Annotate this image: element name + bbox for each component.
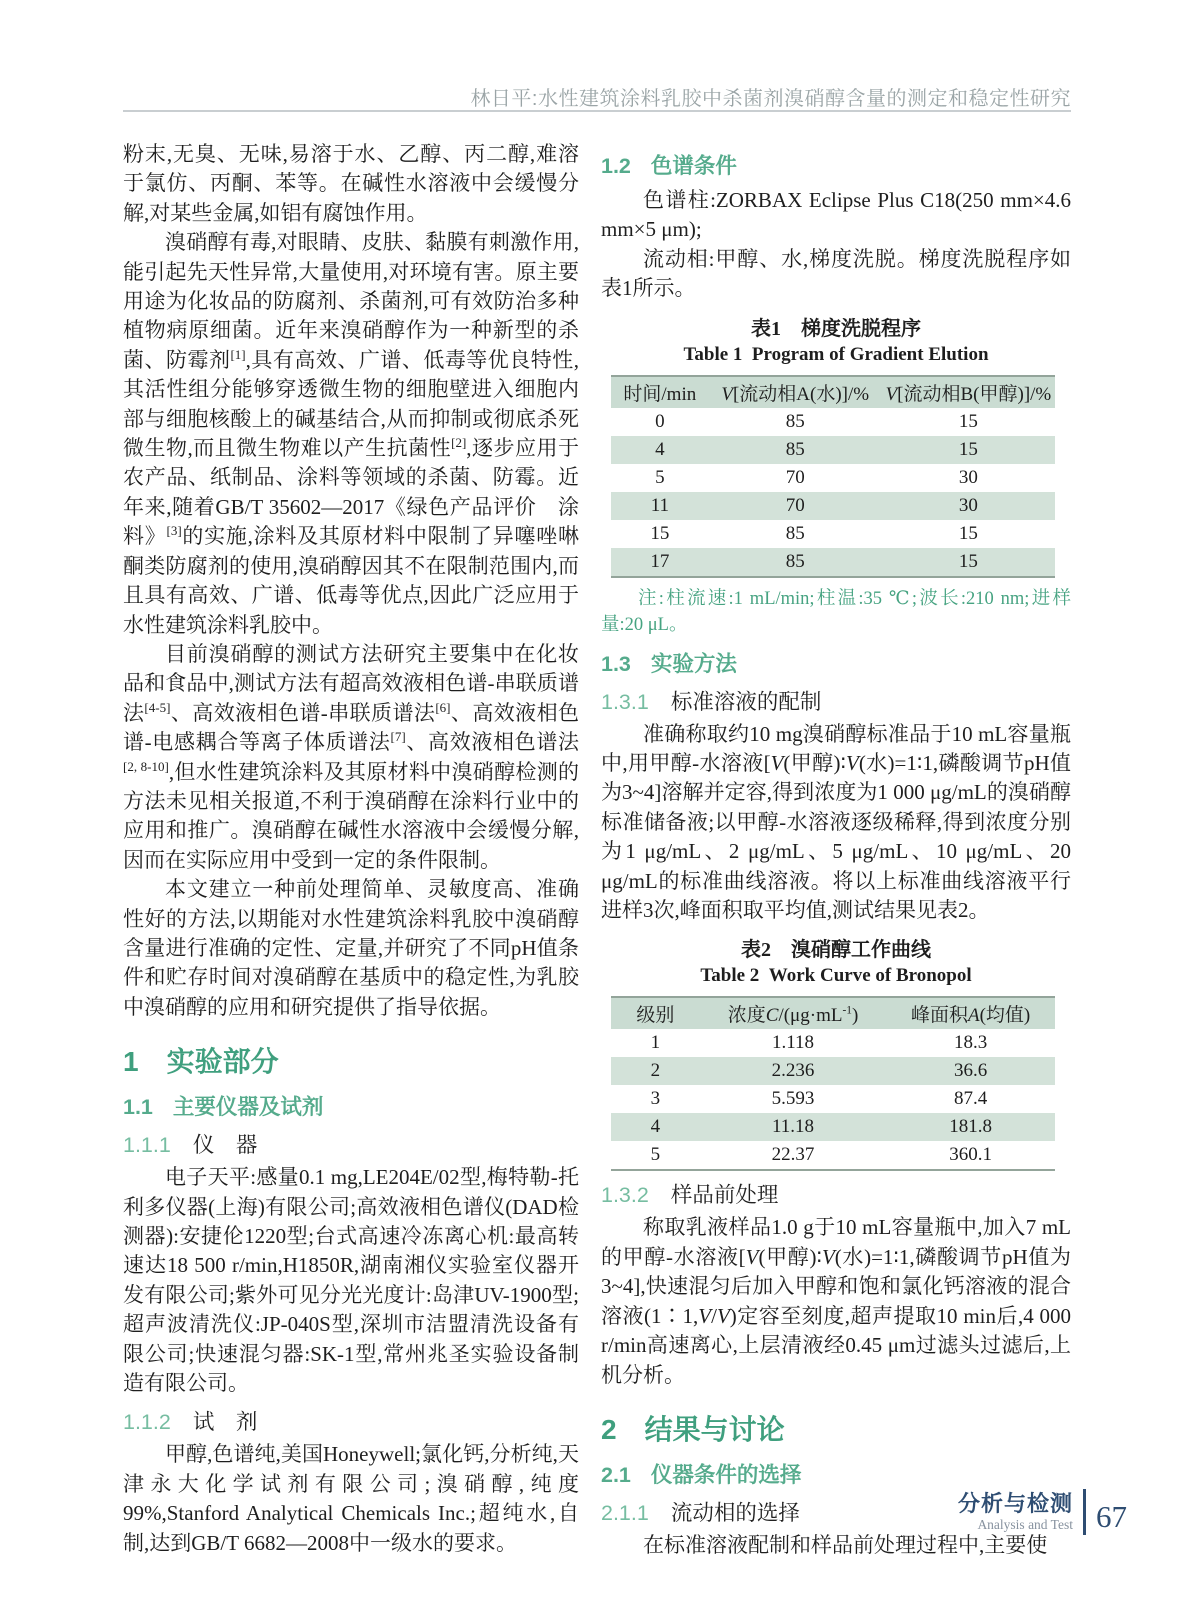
table-caption-zh: 表1 梯度洗脱程序 [751,317,921,340]
table-cell: 17 [611,548,709,577]
table-head [611,376,1055,408]
paragraph: 电子天平:感量0.1 mg,LE204E/02型,梅特勒-托利多仪器(上海)有限公司;高效液相色谱仪(DAD检测器):安捷伦1220型;台式高速冷冻离心机:最高转速达18 500 r/min,H1850R,湖南湘仪实验室仪器开发有限公司;紫外可见分光光度计:岛津UV-1900型;超声波清洗仪:JP-040S型,深圳市洁盟清洗设备有限公司;快速混匀器:SK-1型,常州兆圣实验设备制造有限公司。 [123,1165,579,1396]
italic-symbol: V [845,751,859,776]
table-row [611,492,1055,520]
italic-symbol: V [698,1303,712,1328]
section-heading-1.3 [601,647,1071,678]
right-column [601,140,1071,1560]
citation-superscript: -1 [842,1005,852,1018]
table-row [611,520,1055,548]
table-header-row [611,376,1055,408]
table-block [601,937,1071,1171]
citation-superscript: [2, 8-10] [123,758,169,774]
left-column [123,140,579,1558]
running-head-title: 林日平:水性建筑涂料乳胶中杀菌剂溴硝醇含量的测定和稳定性研究 [470,88,1071,110]
table-row [611,464,1055,492]
italic-symbol: V [745,1244,759,1269]
table-cell: 15 [958,410,978,432]
column-header: V[流动相B(甲醇)]/% [882,376,1055,408]
column-header: 峰面积A(均值) [886,997,1055,1029]
section-number: 1 [123,1046,139,1078]
section-title: 样品前处理 [670,1183,779,1208]
page-number: 67 [1096,1499,1127,1534]
section-title: 标准溶液的配制 [670,689,822,714]
section-number: 1.1.2 [123,1410,171,1435]
section-number: 2.1.1 [601,1500,649,1525]
section-heading-1.1.2 [123,1405,579,1436]
citation-superscript: [1] [230,346,246,362]
table-cell: 2.236 [700,1057,886,1085]
journal-name-block [958,1491,1073,1533]
italic-symbol: C [765,1005,779,1027]
table-header-row [611,997,1055,1029]
table-block [601,316,1071,638]
section-number: 1.1 [123,1095,153,1120]
section-title: 仪 器 [192,1133,258,1158]
table-cell: 30 [882,492,1055,520]
section-number: 1.1.1 [123,1133,171,1158]
paragraph: 甲醇,色谱纯,美国Honeywell;氯化钙,分析纯,天津永大化学试剂有限公司;溴硝醇,纯度99%,Stanford Analytical Chemicals Inc.;超纯水,自制,达到GB/T 6682—2008中一级水的要求。 [123,1442,579,1555]
page-content [123,140,1071,1560]
table-cell: 11 [611,492,709,520]
table-cell: 1 [650,1032,661,1054]
italic-symbol: V [770,751,784,776]
table-cell: 70 [785,466,805,488]
paragraph: 在标准溶液配制和样品前处理过程中,主要使 [643,1532,1048,1557]
data-table [611,996,1055,1171]
table-cell: 30 [958,466,978,488]
column-header: 级别 [611,997,700,1029]
table-row [611,436,1055,464]
table-cell: 5.593 [771,1088,815,1110]
section-number: 1.2 [601,154,631,178]
table-note: 注:柱流速:1 mL/min;柱温:35 ℃;波长:210 nm;进样量:20 μL。 [601,588,1071,635]
section-heading-1.3.1 [601,685,1071,716]
table-head [611,997,1055,1029]
table-body [611,408,1055,577]
page-footer [958,1489,1127,1535]
section-number: 2 [601,1413,617,1445]
paragraph: 称取乳液样品1.0 g于10 mL容量瓶中,加入7 mL的甲醇-水溶液[V(甲醇)∶V(水)=1∶1,磷酸调节pH值为3~4],快速混匀后加入甲醇和饱和氯化钙溶液的混合溶液(1∶1,V/V)定容至刻度,超声提取10 min后,4 000 r/min高速离心,上层清液经0.45 μm过滤头过滤后,上机分析。 [601,1215,1071,1387]
footer-divider-bar [1083,1489,1086,1535]
table-row [611,1057,1055,1085]
table-cell: 11.18 [700,1113,886,1141]
table-caption-en: Table 1 Program of Gradient Elution [683,343,989,365]
citation-superscript: [3] [166,523,182,539]
citation-superscript: [7] [390,729,406,745]
table-cell: 15 [958,522,978,544]
column-header: V[流动相A(水)]/% [709,376,882,408]
table-row [611,1029,1055,1057]
journal-name-en: Analysis and Test [977,1517,1073,1532]
paragraph: 目前溴硝醇的测试方法研究主要集中在化妆品和食品中,测试方法有超高效液相色谱-串联质谱法[4-5]、高效液相色谱-串联质谱法[6]、高效液相色谱-电感耦合等离子体质谱法[7]、高效液相色谱法[2, 8-10],但水性建筑涂料及其原材料中溴硝醇检测的方法未见相关报道,不利于溴硝醇在涂料行业中的应用和推广。溴硝醇在碱性水溶液中会缓慢分解,因而在实际应用中受到一定的条件限制。 [123,641,580,872]
table-cell: 85 [709,436,882,464]
table-cell: 18.3 [954,1032,988,1054]
italic-symbol: V [721,383,733,405]
table-body [611,1029,1055,1170]
table-cell: 87.4 [954,1088,988,1110]
table-cell: 22.37 [771,1144,815,1166]
italic-symbol: V [885,383,898,405]
paragraph: 色谱柱:ZORBAX Eclipse Plus C18(250 mm×4.6 mm×5 μm); [601,188,1071,242]
paragraph: 本文建立一种前处理简单、灵敏度高、准确性好的方法,以期能对水性建筑涂料乳胶中溴硝醇含量进行准确的定性、定量,并研究了不同pH值条件和贮存时间对溴硝醇在基质中的稳定性,为乳胶中溴硝醇的应用和研究提供了指导依据。 [123,877,579,1019]
section-heading-1.3.2 [601,1178,1071,1209]
data-table [611,375,1055,578]
section-title: 实验方法 [650,651,737,676]
section-title: 实验部分 [166,1046,279,1078]
table-cell: 85 [785,522,805,544]
paragraph: 准确称取约10 mg溴硝醇标准品于10 mL容量瓶中,用甲醇-水溶液[V(甲醇)∶V(水)=1∶1,磷酸调节pH值为3~4]溶解并定容,得到浓度为1 000 μg/mL的溴硝醇标准储备液;以甲醇-水溶液逐级稀释,得到浓度分别为1 μg/mL、2 μg/mL、5 μg/mL、10 μg/mL、20 μg/mL的标准曲线溶液。将以上标准曲线溶液平行进样3次,峰面积取平均值,测试结果见表2。 [601,721,1071,923]
table-cell: 85 [709,548,882,577]
table-cell: 15 [882,436,1055,464]
section-title: 色谱条件 [650,154,737,178]
column-header: 浓度$C/(\mu g\cdot mL^{-1})$ [700,997,886,1029]
table-cell: 15 [650,522,670,544]
table-cell: 2 [611,1057,700,1085]
table-cell: 181.8 [886,1113,1055,1141]
table-cell: 5 [655,466,665,488]
table-cell: 5 [650,1144,661,1166]
table-cell: 36.6 [886,1057,1055,1085]
table-row [611,1141,1055,1170]
table-cell: 85 [785,410,805,432]
citation-superscript: [6] [435,699,451,715]
section-heading-2 [601,1408,1071,1448]
section-heading-1.1.1 [123,1128,579,1159]
table-cell: 70 [709,492,882,520]
table-caption-zh: 表2 溴硝醇工作曲线 [741,939,931,962]
section-heading-1 [123,1040,579,1080]
section-number: 2.1 [601,1462,631,1487]
italic-symbol: V [821,1244,835,1269]
table-cell: 4 [611,436,709,464]
table-row [611,408,1055,436]
section-heading-2.1 [601,1458,1071,1489]
table-row [611,1113,1055,1141]
table-cell: 15 [882,548,1055,577]
section-title: 主要仪器及试剂 [172,1095,324,1120]
table-row [611,1085,1055,1113]
column-header: 时间/min [611,376,709,408]
section-heading-1.1 [123,1090,579,1121]
section-title: 试 剂 [192,1410,258,1435]
section-title: 流动相的选择 [670,1500,800,1525]
section-number: 1.3 [601,651,631,676]
header-rule [123,110,1071,112]
section-number: 1.3.1 [601,689,649,714]
journal-name-zh: 分析与检测 [957,1491,1073,1516]
paragraph: 流动相:甲醇、水,梯度洗脱。梯度洗脱程序如表1所示。 [601,246,1071,301]
table-cell: 360.1 [949,1144,992,1166]
citation-superscript: [2] [451,435,467,451]
section-heading-1.2 [601,149,1071,180]
table-cell: 1.118 [772,1032,815,1054]
table-cell: 0 [655,410,665,432]
table-caption-en: Table 2 Work Curve of Bronopol [700,965,972,987]
table-cell: 3 [650,1088,661,1110]
section-title: 结果与讨论 [644,1413,785,1445]
table-cell: 4 [611,1113,700,1141]
paragraph: 溴硝醇有毒,对眼睛、皮肤、黏膜有刺激作用,能引起先天性异常,大量使用,对环境有害。原主要用途为化妆品的防腐剂、杀菌剂,可有效防治多种植物病原细菌。近年来溴硝醇作为一种新型的杀菌、防霉剂[1],具有高效、广谱、低毒等优良特性,其活性组分能够穿透微生物的细胞壁进入细胞内部与细胞核酸上的碱基结合,从而抑制或彻底杀死微生物,而且微生物难以产生抗菌性[2],逐步应用于农产品、纸制品、涂料等领域的杀菌、防霉。近年来,随着GB/T 35602—2017《绿色产品评价 涂料》[3]的实施,涂料及其原材料中限制了异噻唑啉酮类防腐剂的使用,溴硝醇因其不在限制范围内,而且具有高效、广谱、低毒等优点,因此广泛应用于水性建筑涂料乳胶中。 [123,230,580,637]
section-number: 1.3.2 [601,1183,649,1208]
italic-symbol: V [716,1303,730,1328]
section-title: 仪器条件的选择 [650,1462,802,1487]
italic-symbol: A [968,1005,980,1027]
paragraph: 粉末,无臭、无味,易溶于水、乙醇、丙二醇,难溶于氯仿、丙酮、苯等。在碱性水溶液中会缓慢分解,对某些金属,如铝有腐蚀作用。 [123,142,579,225]
citation-superscript: [4-5] [144,699,171,715]
table-row [611,548,1055,577]
